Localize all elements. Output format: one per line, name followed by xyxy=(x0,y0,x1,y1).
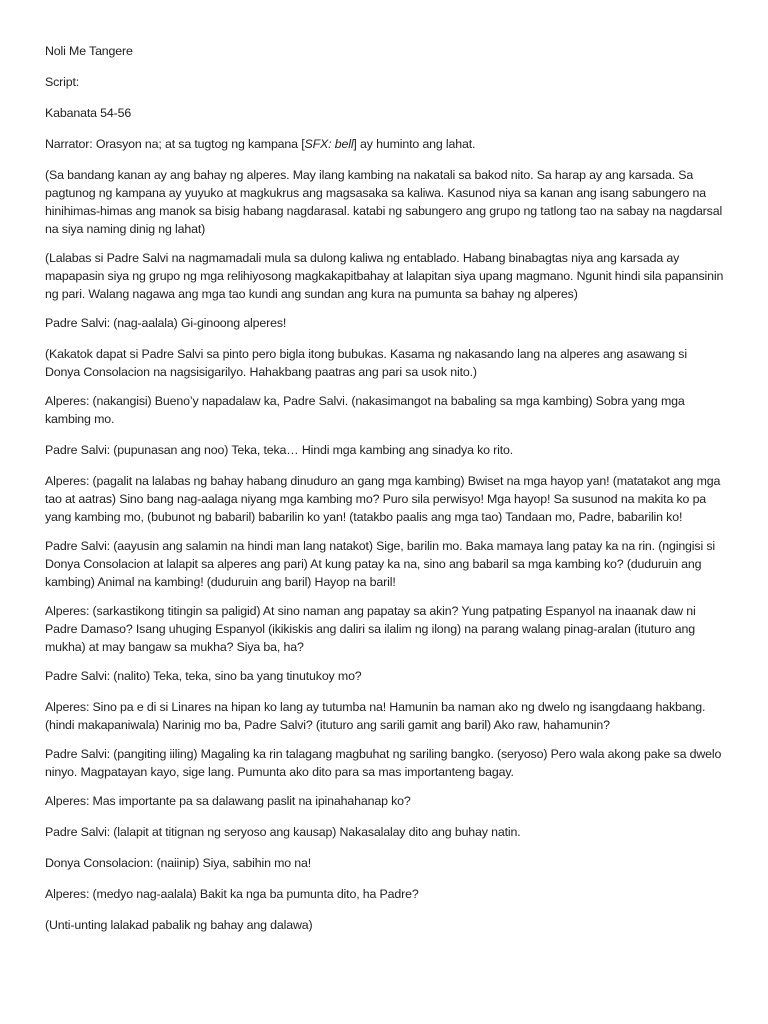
dialogue-line: Padre Salvi: (pupunasan ang noo) Teka, teka… Hindi mga kambing ang sinadya ko rito. xyxy=(45,443,514,457)
script-label: Script: xyxy=(45,75,80,89)
dialogue-line: Alperes: Sino pa e di si Linares na hipan ko lang ay tutumba na! Hamunin ba naman ako ng dwelo ng isangdaang hakbang. (hindi makapaniwala) Narinig mo ba, Padre Salvi? (ituturo ang sarili gamit ang baril) Ako raw, hahamunin? xyxy=(45,700,706,732)
dialogue-line: Alperes: (nakangisi) Bueno’y napadalaw ka, Padre Salvi. (nakasimangot na babaling sa mga kambing) Sobra yang mga kambing mo. xyxy=(45,394,685,426)
document-title: Noli Me Tangere xyxy=(45,44,133,58)
dialogue-line: Donya Consolacion: (naiinip) Siya, sabihin mo na! xyxy=(45,856,312,870)
dialogue-line: Padre Salvi: (nalito) Teka, teka, sino ba yang tinutukoy mo? xyxy=(45,669,362,683)
dialogue-line: Padre Salvi: (pangiting iiling) Magaling ka rin talagang magbuhat ng sariling bangko. (seryoso) Pero wala akong pake sa dwelo ninyo. Magpatayan kayo, sige lang. Pumunta ako dito para sa mas importanteng bagay. xyxy=(45,747,722,779)
narrator-text: Narrator: Orasyon na; at sa tugtog ng kampana [ xyxy=(45,137,305,151)
dialogue-line: Padre Salvi: (nag-aalala) Gi-ginoong alperes! xyxy=(45,316,287,330)
dialogue-line: Alperes: Mas importante pa sa dalawang paslit na ipinahahanap ko? xyxy=(45,794,411,808)
dialogue-line: Alperes: (sarkastikong titingin sa paligid) At sino naman ang papatay sa akin? Yung patpating Espanyol na inaanak daw ni Padre Damaso? Isang uhuging Espanyol (ikikiskis ang daliri sa ilalim ng ilong) na parang walang pinag-aralan (ituturo ang mukha) at may bangaw sa mukha? Siya ba, ha? xyxy=(45,604,696,654)
chapter-heading: Kabanata 54-56 xyxy=(45,106,132,120)
stage-direction: (Sa bandang kanan ay ang bahay ng alperes. May ilang kambing na nakatali sa bakod nito. Sa harap ay ang karsada. Sa pagtunog ng kampana ay yuyuko at magkukrus ang magsasaka sa kaliwa. Kasunod niya sa kanan ang isang sabungero na hinihimas-himas ang manok sa bisig habang nagdarasal. katabi ng sabungero ang grupo ng tatlong tao na sabay na nagdarsal na siya naming dinig ng lahat) xyxy=(45,168,723,236)
stage-direction: (Kakatok dapat si Padre Salvi sa pinto pero bigla itong bubukas. Kasama ng nakasando lang na alperes ang asawang si Donya Consolacion na nagsisigarilyo. Hahakbang paatras ang pari sa usok nito.) xyxy=(45,347,687,379)
stage-direction: (Unti-unting lalakad pabalik ng bahay ang dalawa) xyxy=(45,918,313,932)
sfx-cue: SFX: bell xyxy=(304,137,354,151)
narrator-line xyxy=(45,135,725,153)
dialogue-line: Alperes: (medyo nag-aalala) Bakit ka nga ba pumunta dito, ha Padre? xyxy=(45,887,419,901)
stage-direction: (Lalabas si Padre Salvi na nagmamadali mula sa dulong kaliwa ng entablado. Habang binabagtas niya ang karsada ay mapapasin siya ng grupo ng mga relihiyosong magkakapitbahay at lalapitan siya upang magmano. Ngunit hindi sila papansinin ng pari. Walang nagawa ang mga tao kundi ang sundan ang kura na pumunta sa bahay ng alperes) xyxy=(45,251,724,301)
dialogue-line: Alperes: (pagalit na lalabas ng bahay habang dinuduro an gang mga kambing) Bwiset na mga hayop yan! (matatakot ang mga tao at aatras) Sino bang nag-aalaga niyang mga kambing mo? Puro sila perwisyo! Mga hayop! Sa susunod na makita ko pa yang kambing mo, (bubunot ng babaril) babarilin ko yan! (tatakbo paalis ang mga tao) Tandaan mo, Padre, babarilin ko! xyxy=(45,474,721,524)
narrator-text-end: ] ay huminto ang lahat. xyxy=(353,137,476,151)
dialogue-line: Padre Salvi: (aayusin ang salamin na hindi man lang natakot) Sige, barilin mo. Baka mamaya lang patay ka na rin. (ngingisi si Donya Consolacion at lalapit sa alperes ang pari) At kung patay ka na, sino ang babaril sa mga kambing ko? (duduruin ang kambing) Animal na kambing! (duduruin ang baril) Hayop na baril! xyxy=(45,539,715,589)
script-body xyxy=(45,42,725,947)
dialogue-line: Padre Salvi: (lalapit at titignan ng seryoso ang kausap) Nakasalalay dito ang buhay natin. xyxy=(45,825,521,839)
